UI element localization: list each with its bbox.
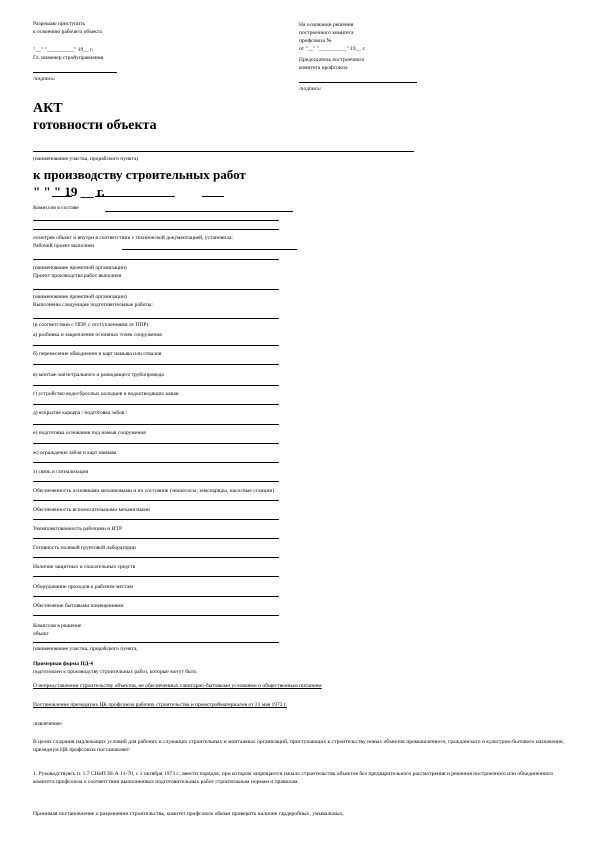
- field-aux-mechanisms: Обеспеченность вспомогательными механизмами: [33, 507, 150, 513]
- field-amenities-line: [33, 615, 279, 616]
- permit-date: "__" "__________" 19__ г.: [33, 47, 94, 53]
- work-g-line: [33, 462, 279, 463]
- field-staffing: Укомплектованность рабочими и ИТР: [33, 526, 123, 532]
- caption-site: (наименование участка, прорабского пункта,: [33, 646, 138, 652]
- field-decision-line: [33, 642, 279, 643]
- work-e-line: [33, 424, 279, 425]
- work-c-line: [33, 385, 279, 386]
- title-act: АКТ: [33, 101, 63, 116]
- field-amenities: Обеспечение бытовыми помещениями: [33, 603, 124, 609]
- note-heading-1: О непредставлении строительству объектов, не обеспеченных санитарно-бытовыми условиями и общественным питанием: [33, 683, 322, 689]
- caption-ppr: (в соответствии с ППР, с отступлениями от ППР): [33, 322, 149, 328]
- field-main-mechanisms: Обеспеченность основными механизмами и их состояние (землесосы, земснаряды, насосные станции): [33, 488, 275, 494]
- field-ppr-done: Проект производства работ выполнен: [33, 273, 122, 279]
- field-passages-line: [33, 596, 279, 597]
- field-staffing-line: [33, 538, 279, 539]
- field-main-mechanisms-line: [33, 500, 279, 501]
- work-a: а) разбивка и закрепление основных точек сооружения: [33, 332, 162, 338]
- work-h: з) связь и сигнализация: [33, 469, 89, 475]
- field-commission-line: [105, 211, 293, 212]
- form-code: Примерная форма ПД-4: [33, 661, 94, 667]
- excerpt-label: /извлечение/: [33, 721, 63, 727]
- field-lab-line: [33, 557, 279, 558]
- title-object: готовности объекта: [33, 118, 157, 133]
- paragraph-3: Принимая постановление о разрешении строительства, комитет профсоюза обязан проверить наличие гардеробных, умывальных,: [33, 811, 344, 817]
- field-prep-works: Выполнены следующие подготовительные работы:: [33, 302, 153, 308]
- permit-line-2: к освоению рабочего объекта: [33, 29, 102, 35]
- title-production: к производству строительных работ: [33, 167, 246, 182]
- work-b: б) перенесение обводнения и карт намыва или отвалов: [33, 351, 162, 357]
- paragraph-2: 1. Руководствуясь п. 1.7 СНиП III-А 11-70, с 1 октября 1973 г., ввести порядок, при котором запрещается начало строительства объектов без предварительного рассмотрения и решения построечного или объединенного комитета профсоюза о соответствии выполненных подготовительных работ строительным нормам и правилам.: [33, 771, 554, 785]
- title-caption: (наименование участка, прорабского пункта): [33, 156, 139, 162]
- field-aux-mechanisms-line: [33, 519, 279, 520]
- caption-design-org-2: (наименование проектной организации): [33, 294, 127, 300]
- committee-role-1: Председатель построечного: [299, 57, 365, 63]
- field-project-done: Рабочий проект выполнен: [33, 243, 95, 249]
- field-inspected: осмотрев объект и внутри в соответствии с технической документацией, установила:: [33, 235, 233, 241]
- committee-role-2: комитета профсоюза: [299, 65, 348, 71]
- field-project-line-2: [33, 259, 279, 260]
- field-decision: Комиссия в решение: [33, 623, 82, 629]
- committee-date: от "__" "__________" 19__ г.: [299, 46, 366, 52]
- work-c: в) монтаж магистрального и разводящего трубопровода: [33, 372, 164, 378]
- field-ppr-line: [33, 289, 279, 290]
- field-protective-line: [33, 576, 279, 577]
- work-d-line: [33, 404, 279, 405]
- committee-line-3: профсоюза №: [299, 38, 332, 44]
- field-prep-line: [33, 318, 279, 319]
- work-g: ж) ограждение забоя и карт намыва: [33, 450, 117, 456]
- committee-signature: /подпись/: [299, 86, 322, 92]
- field-passages: Оборудование проходов к рабочим местам: [33, 584, 133, 590]
- title-date: " " " 19 __ г.: [33, 184, 105, 199]
- paragraph-1: В целях создания надлежащих условий для рабочих и служащих строительных и монтажных организаций, приступающих к строительству новых объектов промышленного, гражданского и культурно-бытового назначения, президиум ЦК профсоюза постановляет:: [33, 739, 564, 753]
- work-d: г) устройство водосбросных колодцев и водоотводящих канав: [33, 391, 179, 397]
- committee-signature-line: [299, 82, 417, 83]
- work-h-line: [33, 481, 279, 482]
- committee-line-1: На основании решения: [299, 22, 354, 28]
- date-year-line: [202, 196, 224, 197]
- field-lab: Готовность полевой грунтовой лаборатории: [33, 545, 136, 551]
- permit-role: Гл. инженер стройуправления: [33, 55, 104, 61]
- note-heading-2: Постановление президиума ЦК профсоюза рабочих строительства и промстройматериалов от 23 мая 1973 г.: [33, 702, 287, 708]
- field-project-line: [122, 249, 297, 250]
- permit-line-1: Разрешаю приступить: [33, 21, 85, 27]
- work-e: д) вскрытие карьера / подготовка забоя /: [33, 410, 128, 416]
- field-commission-line-2: [33, 220, 279, 221]
- field-object: объект: [33, 631, 49, 637]
- work-a-line: [33, 345, 279, 346]
- permit-signature-line: [33, 72, 117, 73]
- caption-design-org-1: (наименование проектной организации): [33, 265, 127, 271]
- date-month-line: [95, 196, 175, 197]
- date-day-line: [52, 196, 72, 197]
- form-note: подготовлен к производству строительных работ, которые могут быть: [33, 669, 197, 675]
- committee-line-2: построечного комитета: [299, 30, 354, 36]
- work-b-line: [33, 364, 279, 365]
- field-protective: Наличие защитных и спасательных средств: [33, 564, 136, 570]
- work-f: е) подготовка основания под намыв сооружения: [33, 430, 146, 436]
- work-f-line: [33, 443, 279, 444]
- permit-signature: /подпись/: [33, 76, 56, 82]
- title-underline: [33, 151, 414, 152]
- field-commission-line-3: [33, 229, 279, 230]
- field-commission: Комиссия в составе: [33, 205, 79, 211]
